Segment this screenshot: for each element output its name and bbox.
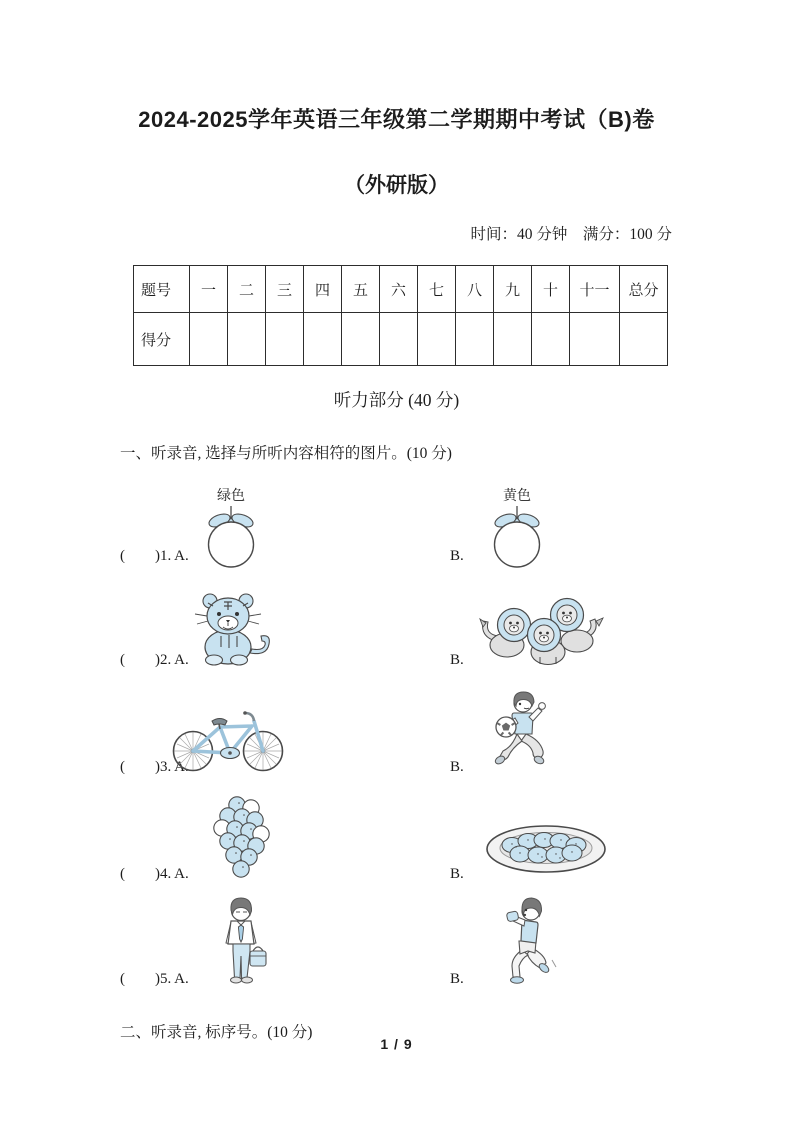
score-table-col-3: 三 (266, 266, 304, 313)
score-cell (418, 313, 456, 366)
part2-heading: 二、听录音, 标序号。(10 分) (120, 1024, 313, 1041)
option-a-q2 (200, 591, 450, 672)
question-row-2 (120, 585, 793, 672)
boy-with-football-icon (484, 690, 558, 774)
color-caption-green: 绿色 (217, 489, 245, 504)
plate-of-dumplings-icon (482, 817, 610, 875)
score-cell (570, 313, 620, 366)
score-cell (620, 313, 668, 366)
score-table-col-5: 五 (342, 266, 380, 313)
option-b-label-q4: B. (450, 866, 464, 882)
option-b-q3 (476, 690, 558, 779)
page-subtitle: （外研版） (344, 174, 449, 197)
score-cell (342, 313, 380, 366)
option-b-q1 (476, 487, 546, 568)
question-row-3 (120, 690, 793, 779)
score-cell (380, 313, 418, 366)
boy-standing-with-bag-icon (210, 896, 272, 986)
score-table-col-9: 九 (494, 266, 532, 313)
option-b-q4 (476, 817, 610, 886)
option-b-label-q2: B. (450, 652, 464, 668)
score-table-col-11: 十一 (570, 266, 620, 313)
option-b-q5 (476, 896, 566, 991)
part1-questions (120, 487, 793, 991)
page-number: 1 / 9 (380, 1036, 413, 1052)
answer-blank-q1: ( )1. A. (120, 548, 189, 564)
option-a-q4 (200, 795, 450, 886)
page-title: 2024-2025学年英语三年级第二学期期中考试（B)卷 (138, 107, 655, 132)
answer-blank-q3: ( )3. A. (120, 759, 189, 775)
option-a-q5 (200, 896, 450, 991)
answer-blank-q5: ( )5. A. (120, 971, 189, 987)
option-b-label-q3: B. (450, 759, 464, 775)
color-caption-yellow: 黄色 (503, 489, 531, 504)
score-table-col-1: 一 (190, 266, 228, 313)
answer-blank-q4: ( )4. A. (120, 866, 189, 882)
score-cell (532, 313, 570, 366)
part1-heading: 一、听录音, 选择与所听内容相符的图片。(10 分) (120, 445, 452, 462)
score-table-col-6: 六 (380, 266, 418, 313)
score-table-col-10: 十 (532, 266, 570, 313)
score-cell (494, 313, 532, 366)
score-table-header-row (134, 266, 668, 313)
score-cell (456, 313, 494, 366)
option-b-label-q1: B. (450, 548, 464, 564)
answer-blank-q2: ( )2. A. (120, 652, 189, 668)
tiger-icon (188, 591, 276, 667)
score-cell (304, 313, 342, 366)
option-a-q1 (200, 487, 450, 568)
score-table-header-label: 题号 (134, 266, 190, 313)
score-table-score-row (134, 313, 668, 366)
balloon-with-bow-icon (488, 506, 546, 568)
score-table-col-7: 七 (418, 266, 456, 313)
score-table-col-2: 二 (228, 266, 266, 313)
score-cell (190, 313, 228, 366)
option-b-q2 (476, 585, 604, 672)
question-row-5 (120, 896, 793, 991)
listening-section-title: 听力部分 (40 分) (333, 390, 460, 410)
score-table (133, 265, 668, 366)
three-lions-icon (476, 585, 604, 667)
score-table-col-8: 八 (456, 266, 494, 313)
question-row-1 (120, 487, 793, 568)
score-table-col-4: 四 (304, 266, 342, 313)
balloon-with-bow-icon (202, 506, 260, 568)
score-cell (266, 313, 304, 366)
bicycle-icon (170, 702, 288, 774)
option-a-q3 (200, 702, 450, 779)
balloon-yellow-figure (488, 488, 546, 568)
grapes-icon (204, 795, 272, 881)
option-b-label-q5: B. (450, 971, 464, 987)
boy-running-icon (480, 896, 566, 986)
exam-meta: 时间：40 分钟 满分：100 分 (470, 226, 672, 243)
question-row-4 (120, 795, 793, 886)
score-cell (228, 313, 266, 366)
score-table-col-total: 总分 (620, 266, 668, 313)
score-table-score-label: 得分 (134, 313, 190, 366)
balloon-green-figure (202, 488, 260, 568)
